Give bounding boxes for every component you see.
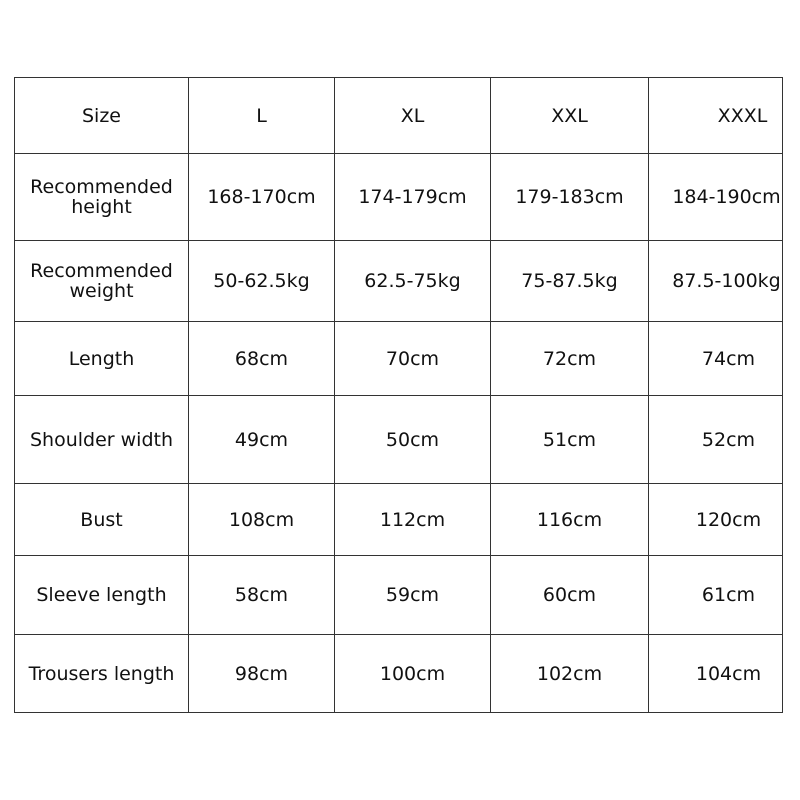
- row-label-cell: Shoulder width: [15, 396, 189, 484]
- value-cell: 59cm: [335, 556, 491, 635]
- value-cell: 168-170cm: [189, 154, 335, 241]
- table-row: [15, 241, 783, 322]
- header-size-cell: XXXL: [649, 78, 783, 154]
- value-cell: 60cm: [491, 556, 649, 635]
- value-cell: 100cm: [335, 635, 491, 713]
- value-cell: 108cm: [189, 484, 335, 556]
- row-label-cell: [15, 154, 189, 241]
- value-cell: 74cm: [649, 322, 783, 396]
- value-cell: 72cm: [491, 322, 649, 396]
- value-cell: 58cm: [189, 556, 335, 635]
- value-cell: 179-183cm: [491, 154, 649, 241]
- row-label-cell: Bust: [15, 484, 189, 556]
- value-cell: 116cm: [491, 484, 649, 556]
- row-label-line: weight: [69, 280, 134, 302]
- value-cell: 120cm: [649, 484, 783, 556]
- table-row: [15, 556, 783, 635]
- value-cell: 98cm: [189, 635, 335, 713]
- value-cell: 112cm: [335, 484, 491, 556]
- table-row: [15, 396, 783, 484]
- value-cell: 68cm: [189, 322, 335, 396]
- table-row: [15, 322, 783, 396]
- header-size-cell: XL: [335, 78, 491, 154]
- value-cell: 61cm: [649, 556, 783, 635]
- header-size-cell: L: [189, 78, 335, 154]
- table-row: [15, 484, 783, 556]
- row-label-cell: Length: [15, 322, 189, 396]
- size-chart-table: [14, 77, 783, 713]
- row-label-line: Recommended: [30, 176, 173, 198]
- value-cell: 52cm: [649, 396, 783, 484]
- header-size-cell: XXL: [491, 78, 649, 154]
- table-row: [15, 635, 783, 713]
- value-cell: 102cm: [491, 635, 649, 713]
- header-row: [15, 78, 783, 154]
- value-cell: 75-87.5kg: [491, 241, 649, 322]
- value-cell: 49cm: [189, 396, 335, 484]
- row-label-cell: [15, 241, 189, 322]
- value-cell: 174-179cm: [335, 154, 491, 241]
- value-cell: 51cm: [491, 396, 649, 484]
- row-label-line: height: [71, 196, 132, 218]
- value-cell: 70cm: [335, 322, 491, 396]
- value-cell: 50-62.5kg: [189, 241, 335, 322]
- table-row: [15, 154, 783, 241]
- value-cell: 62.5-75kg: [335, 241, 491, 322]
- row-label-cell: Sleeve length: [15, 556, 189, 635]
- value-cell: 184-190cm: [649, 154, 783, 241]
- value-cell: 87.5-100kg: [649, 241, 783, 322]
- value-cell: 50cm: [335, 396, 491, 484]
- value-cell: 104cm: [649, 635, 783, 713]
- row-label-cell: Trousers length: [15, 635, 189, 713]
- header-label-cell: Size: [15, 78, 189, 154]
- row-label-line: Recommended: [30, 260, 173, 282]
